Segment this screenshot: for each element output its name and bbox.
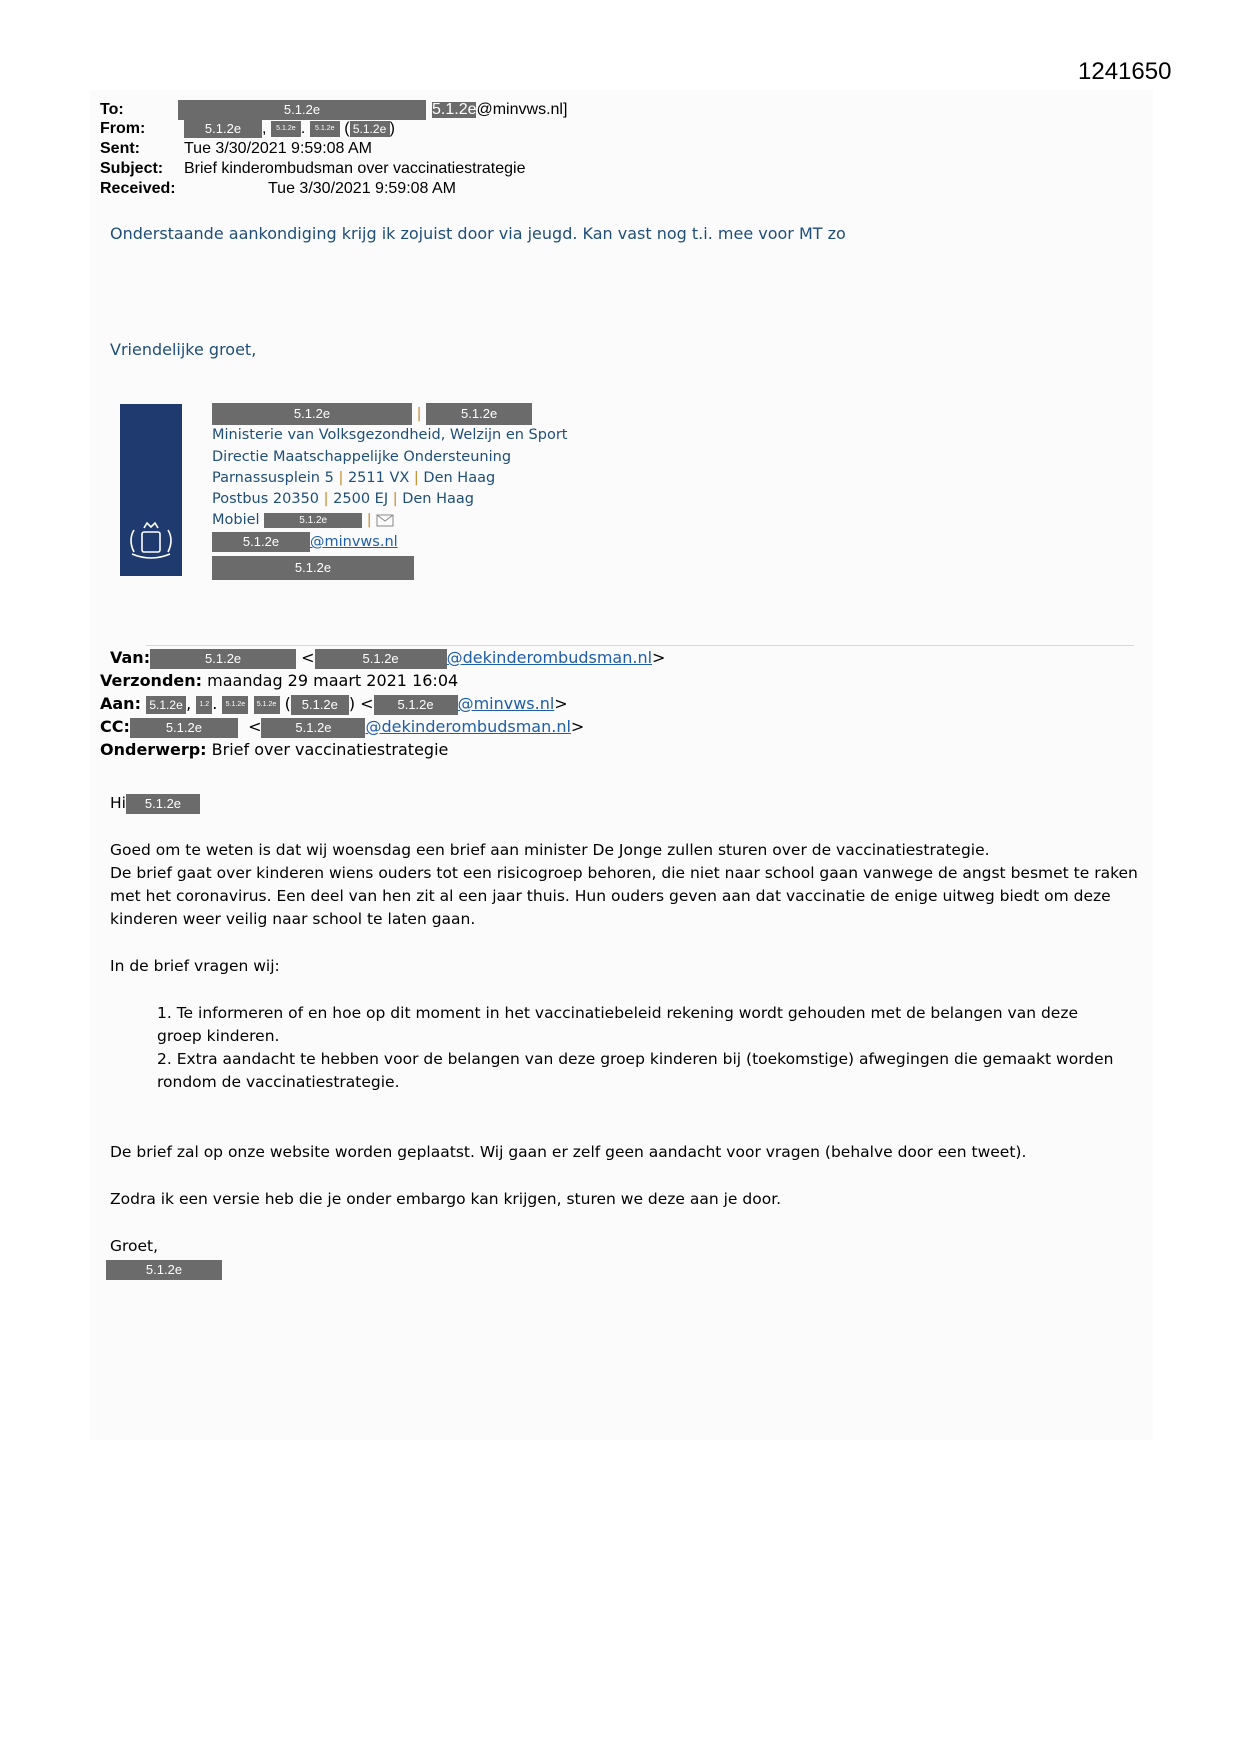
intro-message: Onderstaande aankondiging krijg ik zojuist door via jeugd. Kan vast nog t.i. mee voor MT zo (110, 224, 846, 243)
redaction-box: 5.1.2e (212, 403, 412, 425)
signature-mobile (212, 512, 394, 528)
onderwerp-row (100, 740, 448, 759)
cc-email-link[interactable]: @dekinderombudsman.nl (365, 717, 571, 736)
from-row: From: 5.1.2e , 5.1.2e . 5.1.2e ( 5.1.2e ) (100, 120, 395, 138)
received-row (100, 180, 456, 198)
redaction-box: 5.1.2e (254, 696, 280, 714)
closing: Groet, (110, 1237, 159, 1255)
address-street: Parnassusplein 5 (212, 470, 334, 486)
postbus-city: Den Haag (402, 491, 474, 507)
redaction-box: 5.1.2e (261, 718, 365, 738)
subject-label: Subject: (100, 160, 164, 177)
aan-email-link[interactable]: @minvws.nl (457, 694, 555, 713)
sent-label: Sent: (100, 140, 140, 157)
list-item-2: 2. Extra aandacht te hebben voor de belangen van deze groep kinderen bij (toekomstige) afwegingen die gemaakt worden rondom de vaccinatiestrategie. (157, 1050, 1114, 1091)
sent-row (100, 140, 372, 158)
address-zip: 2511 VX (347, 470, 410, 486)
paragraph-4: Zodra ik een versie heb die je onder embargo kan krijgen, sturen we deze aan je door. (110, 1190, 782, 1208)
salutation-row (110, 792, 1140, 815)
sender-name-row (106, 1258, 1136, 1281)
salutation: Hi (110, 794, 126, 812)
divider (146, 645, 1134, 646)
envelope-icon (376, 514, 394, 527)
verzonden-value: maandag 29 maart 2021 16:04 (207, 671, 459, 690)
separator: | (323, 491, 329, 507)
email-link[interactable]: @minvws.nl (310, 534, 398, 550)
signature-org: Ministerie van Volksgezondheid, Welzijn en Sport (212, 427, 568, 443)
onderwerp-value: Brief over vaccinatiestrategie (211, 740, 449, 759)
received-label: Received: (100, 180, 176, 197)
separator: | (338, 470, 344, 486)
separator: | (416, 406, 422, 422)
signature-extra (212, 556, 414, 580)
van-label: Van: (110, 648, 151, 667)
redaction-box: 5.1.2e (222, 696, 248, 714)
signature-address (212, 470, 495, 486)
redaction-box: 5.1.2e (426, 403, 532, 425)
subject-row (100, 160, 526, 178)
redaction-box: 5.1.2e (130, 718, 238, 738)
received-value: Tue 3/30/2021 9:59:08 AM (268, 180, 456, 197)
redaction-box: 5.1.2e (374, 695, 458, 715)
signature-postbus (212, 491, 474, 507)
list-item-1: 1. Te informeren of en hoe op dit moment in het vaccinatiebeleid rekening wordt gehouden met de belangen van deze groep kinderen. (157, 1004, 1079, 1045)
ministry-logo (120, 404, 182, 576)
aan-label: Aan: (100, 694, 141, 713)
coat-of-arms-icon (120, 404, 182, 576)
paragraph-3: De brief zal op onze website worden geplaatst. Wij gaan er zelf geen aandacht voor vragen (behalve door een tweet). (110, 1143, 1027, 1161)
redaction-box: 5.1.2e (126, 794, 200, 814)
verzonden-label: Verzonden: (100, 671, 203, 690)
redaction-box: 5.1.2e (150, 649, 296, 669)
paragraph-1-line-1: Goed om te weten is dat wij woensdag een brief aan minister De Jonge zullen sturen over de vaccinatiestrategie. (110, 841, 990, 859)
redaction-box: 5.1.2e (184, 120, 262, 138)
to-suffix: @minvws.nl] (476, 101, 568, 119)
address-city: Den Haag (423, 470, 496, 486)
subject-value: Brief kinderombudsman over vaccinatiestrategie (184, 160, 526, 177)
redaction-box: 5.1.2e (264, 513, 362, 528)
redaction-box: 5.1.2e (146, 696, 186, 714)
signature-name-row (212, 403, 532, 425)
signature-dept: Directie Maatschappelijke Ondersteuning (212, 449, 512, 465)
from-label: From: (100, 120, 146, 138)
redaction-box: 5.1.2e (271, 121, 301, 137)
to-label: To: (100, 101, 124, 119)
paragraph-1-rest: De brief gaat over kinderen wiens ouders tot een risicogroep behoren, die niet naar school gaan vanwege de angst besmet te raken met het coronavirus. Een deel van hen zit al een jaar thuis. Hun ouders geven aan dat vaccinatie de enige uitweg biedt om deze kinderen weer veilig naar school te laten gaan. (110, 864, 1138, 928)
redaction-box: 5.1.2e (106, 1260, 222, 1280)
verzonden-row (100, 671, 458, 690)
postbus-zip: 2500 EJ (333, 491, 389, 507)
paragraph-2: In de brief vragen wij: (110, 957, 280, 975)
greeting-top: Vriendelijke groet, (110, 340, 257, 359)
redaction-box: 5.1.2e (432, 101, 477, 118)
aan-row: Aan: 5.1.2e , 1.2 . 5.1.2e 5.1.2e ( 5.1.2e ) < 5.1.2e @minvws.nl> (100, 694, 568, 713)
redaction-box: 5.1.2e (178, 100, 426, 120)
separator: | (392, 491, 398, 507)
mobile-label: Mobiel (212, 512, 260, 528)
separator: | (413, 470, 419, 486)
van-row: Van: 5.1.2e < 5.1.2e @dekinderombudsman.nl> (110, 648, 666, 667)
redaction-box: 5.1.2e (310, 121, 340, 137)
onderwerp-label: Onderwerp: (100, 740, 207, 759)
signature-email (212, 532, 398, 552)
redaction-box: 5.1.2e (350, 121, 390, 137)
postbus: Postbus 20350 (212, 491, 320, 507)
sent-value: Tue 3/30/2021 9:59:08 AM (184, 140, 372, 157)
separator: | (366, 512, 372, 528)
document-number: 1241650 (1078, 58, 1172, 85)
redaction-box: 5.1.2e (212, 532, 310, 552)
cc-label: CC: (100, 717, 130, 736)
redaction-box: 5.1.2e (212, 556, 414, 580)
redaction-box: 5.1.2e (315, 649, 447, 669)
cc-row: CC: 5.1.2e < 5.1.2e @dekinderombudsman.nl> (100, 717, 585, 736)
redaction-box: 1.2 (196, 696, 212, 714)
to-row (100, 100, 567, 120)
redaction-box: 5.1.2e (291, 695, 349, 715)
van-email-link[interactable]: @dekinderombudsman.nl (446, 648, 653, 667)
